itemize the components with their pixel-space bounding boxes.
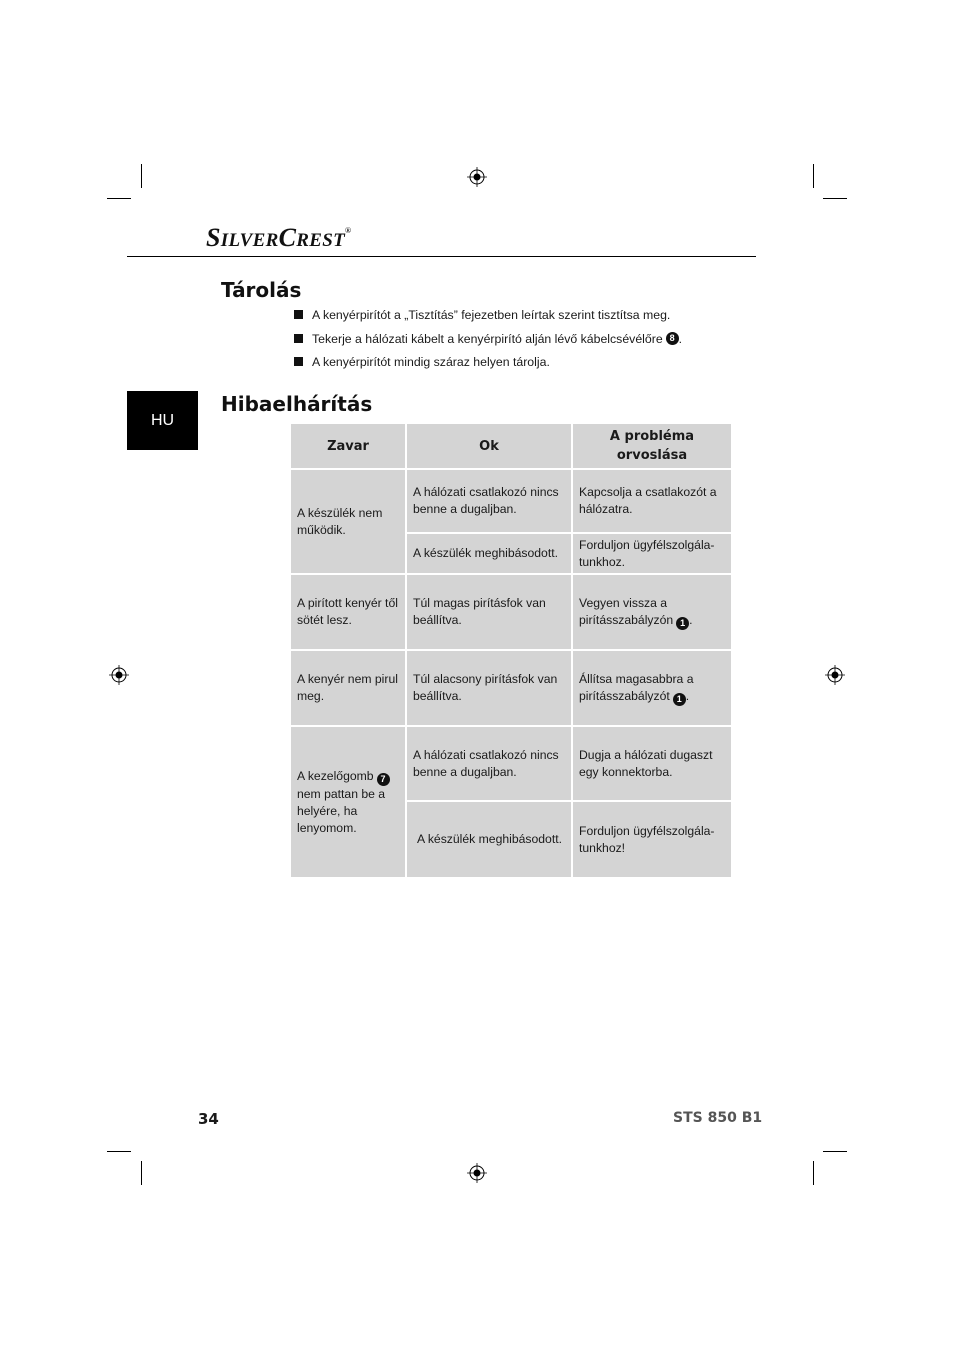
crop-mark xyxy=(107,1151,131,1152)
bullet-square-icon xyxy=(294,357,303,366)
list-item: A kenyérpirítót mindig száraz helyen tárolja. xyxy=(294,355,744,379)
crop-mark xyxy=(813,164,814,188)
column-header-problem: Zavar xyxy=(291,424,405,468)
crop-mark xyxy=(141,164,142,188)
troubleshooting-heading: Hibaelhárítás xyxy=(221,392,373,416)
problem-cell: A készülék nem működik. xyxy=(291,470,405,573)
solution-cell: Dugja a hálózati dugaszt egy konnektorba. xyxy=(573,727,731,800)
bullet-square-icon xyxy=(294,310,303,319)
list-item: Tekerje a hálózati kábelt a kenyérpirító alján lévő kábelcsévélőre 8 . xyxy=(294,332,744,356)
column-header-solution: A probléma orvoslása xyxy=(573,424,731,468)
solution-cell: Forduljon ügyfélszolgála-tunkhoz. xyxy=(573,534,731,573)
registration-mark-icon xyxy=(825,665,845,685)
bullet-square-icon xyxy=(294,334,303,343)
crop-mark xyxy=(141,1161,142,1185)
storage-list xyxy=(294,308,744,379)
solution-cell: Vegyen vissza a pirításszabályzón 1 . xyxy=(573,575,731,649)
cause-cell: A készülék meghibásodott. xyxy=(407,534,571,573)
solution-cell: Állítsa magasabbra a pirításszabályzót 1 . xyxy=(573,651,731,725)
problem-cell: A kenyér nem pirul meg. xyxy=(291,651,405,725)
troubleshooting-table xyxy=(291,424,731,877)
cause-cell: Túl alacsony pirításfok van beállítva. xyxy=(407,651,571,725)
header-rule xyxy=(127,256,756,257)
cause-cell: A hálózati csatlakozó nincs benne a dugaljban. xyxy=(407,470,571,532)
crop-mark xyxy=(823,1151,847,1152)
solution-cell: Forduljon ügyfélszolgála-tunkhoz! xyxy=(573,802,731,877)
page-number: 34 xyxy=(198,1110,219,1128)
solution-cell: Kapcsolja a csatlakozót a hálózatra. xyxy=(573,470,731,532)
registration-mark-icon xyxy=(467,167,487,187)
crop-mark xyxy=(813,1161,814,1185)
problem-cell: A kezelőgomb 7 nem pattan be a helyére, ha lenyomom. xyxy=(291,727,405,877)
crop-mark xyxy=(107,198,131,199)
storage-heading: Tárolás xyxy=(221,278,302,302)
part-number-badge: 1 xyxy=(676,617,689,630)
brand-logo: SILVERCREST® xyxy=(206,223,352,252)
registration-mark-icon xyxy=(467,1163,487,1183)
part-number-badge: 7 xyxy=(377,773,390,786)
problem-cell: A pirított kenyér től sötét lesz. xyxy=(291,575,405,649)
registration-mark-icon xyxy=(109,665,129,685)
cause-cell: A készülék meghibásodott. xyxy=(407,802,571,877)
crop-mark xyxy=(823,198,847,199)
model-number: STS 850 B1 xyxy=(673,1110,763,1126)
list-item: A kenyérpirítót a „Tisztítás” fejezetben leírtak szerint tisztítsa meg. xyxy=(294,308,744,332)
part-number-badge: 8 xyxy=(666,332,679,345)
cause-cell: A hálózati csatlakozó nincs benne a dugaljban. xyxy=(407,727,571,800)
language-tab: HU xyxy=(127,391,198,450)
part-number-badge: 1 xyxy=(673,693,686,706)
cause-cell: Túl magas pirításfok van beállítva. xyxy=(407,575,571,649)
column-header-cause: Ok xyxy=(407,424,571,468)
